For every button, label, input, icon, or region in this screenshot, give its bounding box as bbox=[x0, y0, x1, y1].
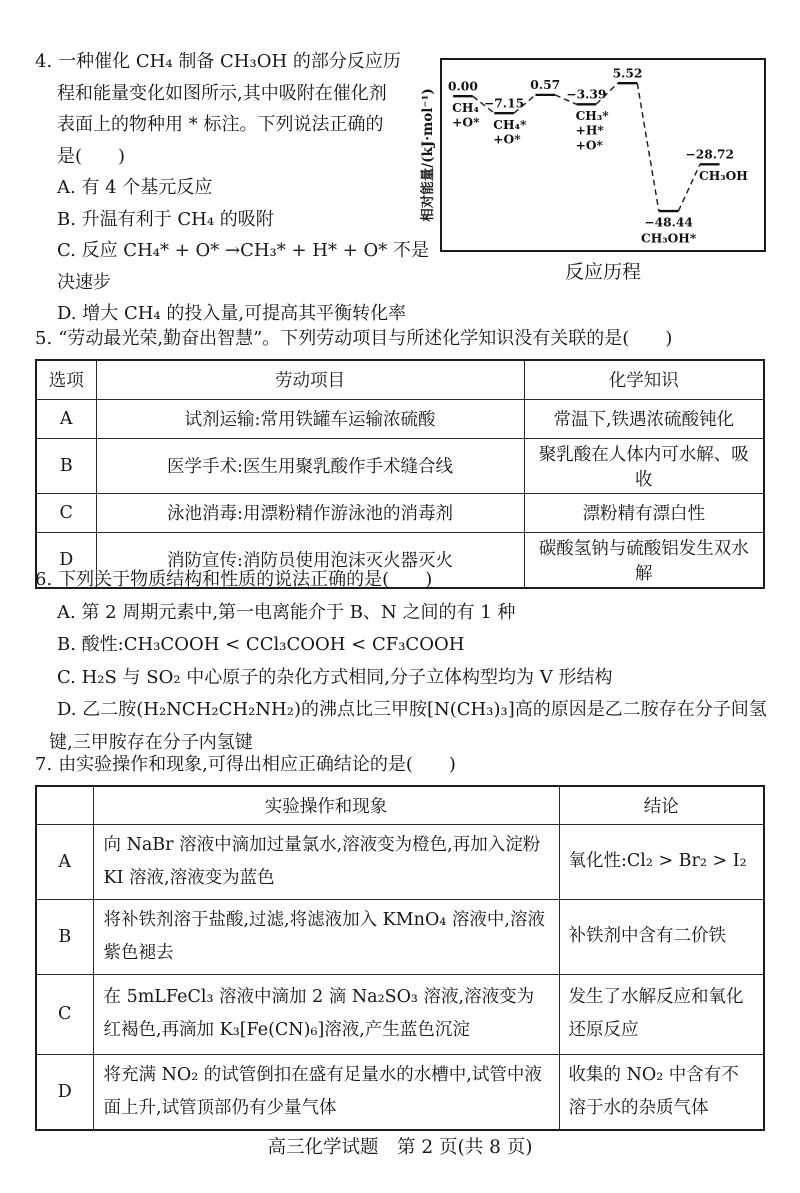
svg-text:−7.15: −7.15 bbox=[484, 96, 525, 111]
q6-option-d-cont: 键,三甲胺存在分子内氢键 bbox=[49, 731, 253, 753]
q5-number: 5. bbox=[35, 328, 53, 349]
q4-number: 4. bbox=[35, 51, 53, 72]
q5-rowA-knowledge: 常温下,铁遇浓硫酸钝化 bbox=[524, 399, 764, 438]
q4-option-a: A. 有 4 个基元反应 bbox=[57, 177, 213, 198]
q5-rowA-option: A bbox=[36, 399, 96, 438]
svg-text:CH₃OH*: CH₃OH* bbox=[640, 231, 697, 246]
x-axis-label: 反应历程 bbox=[564, 261, 641, 283]
q5-header-project: 劳动项目 bbox=[96, 360, 524, 399]
q6-stem-text: 下列关于物质结构和性质的说法正确的是( ) bbox=[58, 569, 433, 590]
q7-rowA-operation: 向 NaBr 溶液中滴加过量氯水,溶液变为橙色,再加入淀粉 KI 溶液,溶液变为蓝色 bbox=[93, 824, 559, 899]
q4-figure-column bbox=[412, 46, 790, 330]
q7-rowD-conclusion: 收集的 NO₂ 中含有不溶于水的杂质气体 bbox=[559, 1054, 764, 1130]
svg-text:+O*: +O* bbox=[493, 132, 521, 147]
q7-rowB-option: B bbox=[36, 899, 93, 974]
table-row bbox=[36, 1054, 764, 1130]
q5-rowB-project: 医学手术:医生用聚乳酸作手术缝合线 bbox=[96, 438, 524, 493]
svg-text:−3.39: −3.39 bbox=[566, 87, 607, 102]
q4-stem-line bbox=[35, 46, 412, 78]
svg-text:0.57: 0.57 bbox=[530, 78, 561, 93]
q7-header-operation: 实验操作和现象 bbox=[93, 786, 559, 824]
q7-table bbox=[35, 785, 765, 1131]
q6-option-d: D. 乙二胺(H₂NCH₂CH₂NH₂)的沸点比三甲胺[N(CH₃)₃]高的原因是乙二胺存在分子间氢 bbox=[57, 699, 767, 720]
table-row bbox=[36, 399, 764, 438]
q5-rowC-knowledge: 漂粉精有漂白性 bbox=[524, 493, 764, 532]
q7-header-blank bbox=[36, 786, 93, 824]
svg-text:+O*: +O* bbox=[575, 138, 603, 153]
page-footer: 高三化学试题 第 2 页(共 8 页) bbox=[267, 1137, 533, 1158]
svg-text:−28.72: −28.72 bbox=[685, 147, 735, 162]
table-row bbox=[36, 438, 764, 493]
q7-rowC-conclusion: 发生了水解反应和氧化还原反应 bbox=[559, 974, 764, 1054]
q4-stem-text: 一种催化 CH₄ 制备 CH₃OH 的部分反应历 bbox=[58, 51, 401, 72]
q7-rowC-option: C bbox=[36, 974, 93, 1054]
table-row bbox=[36, 493, 764, 532]
energy-diagram bbox=[412, 58, 790, 252]
q5-stem bbox=[35, 326, 780, 352]
table-row bbox=[36, 824, 764, 899]
q5-rowB-option: B bbox=[36, 438, 96, 493]
q7-table-header-row bbox=[36, 786, 764, 824]
y-axis-label: 相对能量/(kJ·mol⁻¹) bbox=[420, 88, 436, 222]
q5-header-knowledge: 化学知识 bbox=[524, 360, 764, 399]
q5-rowD-project: 消防宣传:消防员使用泡沫灭火器灭火 bbox=[96, 532, 524, 588]
q4-option-d: D. 增大 CH₄ 的投入量,可提高其平衡转化率 bbox=[57, 303, 407, 324]
svg-text:CH₃OH: CH₃OH bbox=[698, 168, 748, 183]
svg-text:0.00: 0.00 bbox=[448, 79, 478, 94]
q4-option-c-cont: 决速步 bbox=[57, 271, 111, 293]
q7-number: 7. bbox=[35, 754, 53, 775]
svg-text:−48.44: −48.44 bbox=[644, 215, 693, 230]
svg-text:CH₄*: CH₄* bbox=[493, 117, 527, 132]
question-5 bbox=[35, 326, 780, 589]
q6-stem bbox=[35, 564, 787, 597]
question-7 bbox=[35, 752, 780, 1131]
q5-rowA-project: 试剂运输:常用铁罐车运输浓硫酸 bbox=[96, 399, 524, 438]
q5-table-header-row bbox=[36, 360, 764, 399]
q5-rowC-project: 泳池消毒:用漂粉精作游泳池的消毒剂 bbox=[96, 493, 524, 532]
table-row bbox=[36, 899, 764, 974]
svg-text:5.52: 5.52 bbox=[612, 66, 643, 81]
q4-option-b: B. 升温有利于 CH₄ 的吸附 bbox=[57, 208, 274, 230]
question-4 bbox=[35, 46, 790, 330]
energy-diagram-svg bbox=[442, 60, 764, 250]
q5-header-option: 选项 bbox=[36, 360, 96, 399]
q5-rowD-knowledge: 碳酸氢钠与硫酸铝发生双水解 bbox=[524, 532, 764, 588]
q7-rowB-operation: 将补铁剂溶于盐酸,过滤,将滤液加入 KMnO₄ 溶液中,溶液紫色褪去 bbox=[93, 899, 559, 974]
q6-option-b: B. 酸性:CH₃COOH < CCl₃COOH < CF₃COOH bbox=[57, 634, 465, 655]
q7-stem-text: 由实验操作和现象,可得出相应正确结论的是( ) bbox=[58, 754, 456, 775]
q4-stem-line: 程和能量变化如图所示,其中吸附在催化剂 bbox=[57, 82, 387, 104]
q5-rowD-option: D bbox=[36, 532, 96, 588]
q7-rowD-option: D bbox=[36, 1054, 93, 1130]
svg-text:CH₃*: CH₃* bbox=[575, 108, 609, 123]
energy-diagram-box bbox=[440, 58, 766, 252]
q7-stem bbox=[35, 752, 780, 778]
q4-option-c: C. 反应 CH₄* + O* →CH₃* + H* + O* 不是 bbox=[57, 240, 429, 261]
q6-option-a: A. 第 2 周期元素中,第一电离能介于 B、N 之间的有 1 种 bbox=[57, 601, 516, 623]
q6-option-c: C. H₂S 与 SO₂ 中心原子的杂化方式相同,分子立体构型均为 V 形结构 bbox=[57, 666, 613, 688]
q7-rowB-conclusion: 补铁剂中含有二价铁 bbox=[559, 899, 764, 974]
table-row bbox=[36, 974, 764, 1054]
q5-stem-text: “劳动最光荣,勤奋出智慧”。下列劳动项目与所述化学知识没有关联的是( ) bbox=[58, 328, 673, 349]
q5-rowC-option: C bbox=[36, 493, 96, 532]
q7-rowC-operation: 在 5mLFeCl₃ 溶液中滴加 2 滴 Na₂SO₃ 溶液,溶液变为红褐色,再滴加 K₃[Fe(CN)₆]溶液,产生蓝色沉淀 bbox=[93, 974, 559, 1054]
svg-text:CH₄: CH₄ bbox=[452, 100, 479, 115]
q4-stem-line: 是( ) bbox=[57, 145, 126, 167]
q7-rowA-option: A bbox=[36, 824, 93, 899]
q7-rowD-operation: 将充满 NO₂ 的试管倒扣在盛有足量水的水槽中,试管中液面上升,试管顶部仍有少量气体 bbox=[93, 1054, 559, 1130]
q5-rowB-knowledge: 聚乳酸在人体内可水解、吸收 bbox=[524, 438, 764, 493]
q7-rowA-conclusion: 氧化性:Cl₂ > Br₂ > I₂ bbox=[559, 824, 764, 899]
q5-table bbox=[35, 359, 765, 589]
q7-header-conclusion: 结论 bbox=[559, 786, 764, 824]
q4-stem-line: 表面上的物种用 * 标注。下列说法正确的 bbox=[57, 114, 384, 135]
svg-text:+H*: +H* bbox=[575, 123, 604, 138]
question-6 bbox=[35, 564, 787, 759]
q6-number: 6. bbox=[35, 569, 53, 590]
svg-text:+O*: +O* bbox=[452, 115, 480, 130]
